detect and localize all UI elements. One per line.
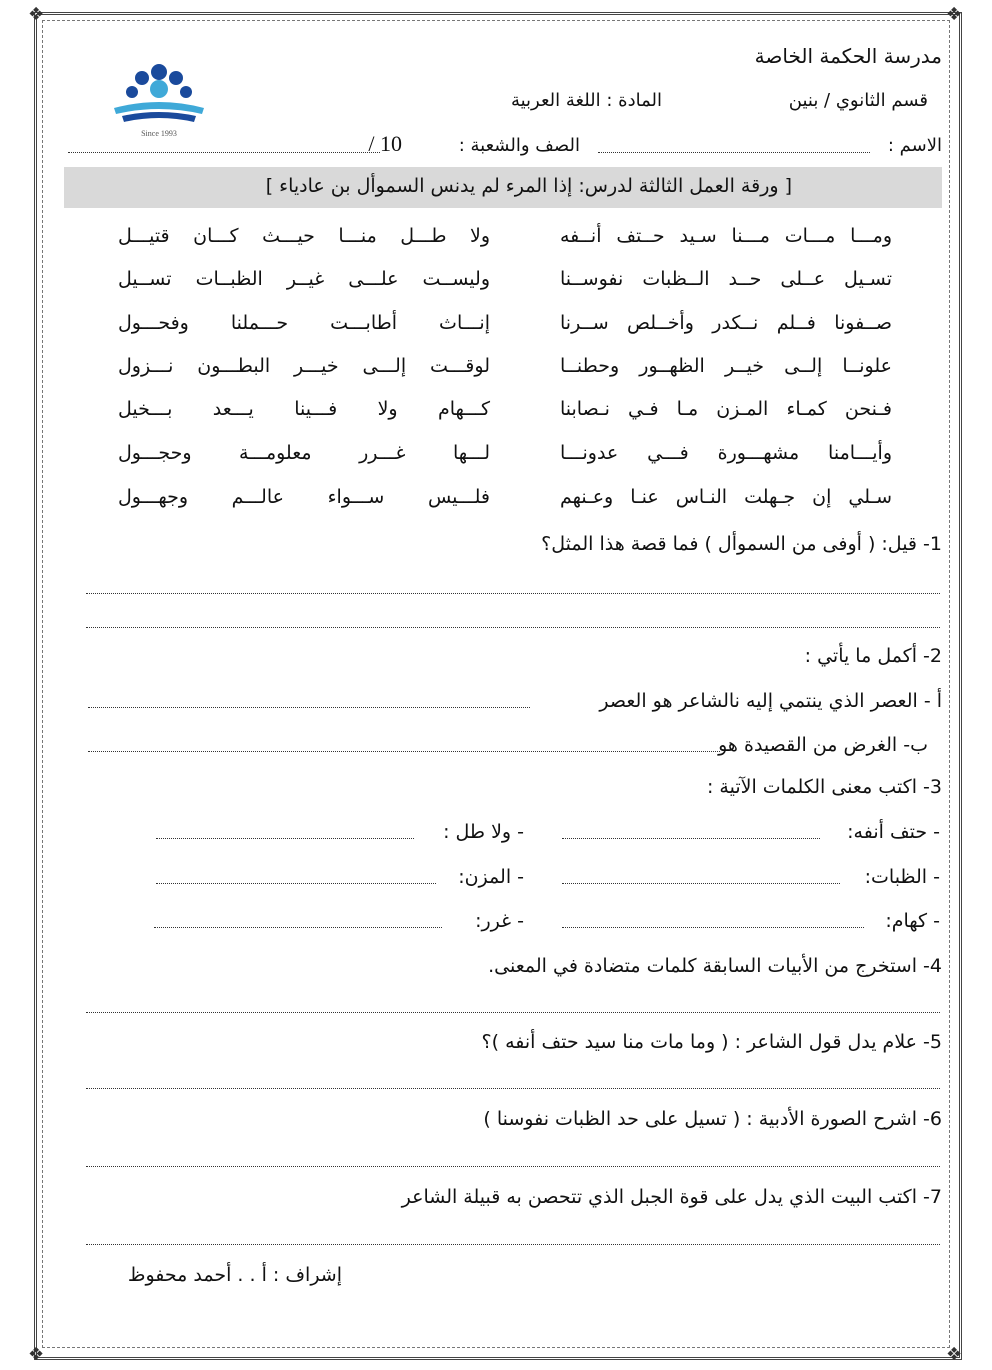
class-field[interactable]	[68, 152, 380, 153]
answer-line[interactable]	[562, 927, 864, 928]
poem-verse-left: ولا طـــل منـــا حيـــث كـــان قتيـــل	[118, 225, 490, 247]
poem-verse-right: فـنحن كمـاء المـزن مـا فـي نـصابنا	[560, 398, 892, 420]
question-7: 7- اكتب البيت الذي يدل على قوة الجبل الذي تتحصن به قبيلة الشاعر	[401, 1186, 942, 1208]
poem-verse-left: إنـــاث أطابـــت حـــملنا وفحـــول	[118, 312, 490, 334]
answer-line[interactable]	[86, 627, 940, 628]
answer-line[interactable]	[88, 707, 530, 708]
poem-verse-right: سـلي إن جـهلت النـاس عنـا وعـنهم	[560, 486, 892, 508]
question-3: 3- اكتب معنى الكلمات الآتية :	[706, 776, 942, 798]
school-logo	[104, 56, 214, 142]
poem-verse-right: صــفونا فــلم نــكدر وأخــلص ســرنا	[560, 312, 892, 334]
answer-line[interactable]	[88, 751, 720, 752]
answer-line[interactable]	[154, 927, 442, 928]
corner-ornament-icon: ❖	[28, 4, 45, 25]
poem-verse-left: لوقـــت إلـــى خيـــر البطـــون نـــزول	[118, 355, 490, 377]
vocab-word: - كهام:	[885, 910, 940, 932]
supervisor-signature: إشراف : أ . . أحمد محفوظ	[127, 1264, 342, 1286]
vocab-word: - غرر:	[475, 910, 524, 932]
question-1: 1- قيل: ( أوفى من السموأل ) فما قصة هذا المثل؟	[541, 533, 942, 555]
answer-line[interactable]	[86, 1088, 940, 1089]
answer-line[interactable]	[86, 593, 940, 594]
score-label: 10 /	[368, 131, 402, 156]
name-label: الاسم :	[887, 135, 942, 156]
answer-line[interactable]	[86, 1244, 940, 1245]
question-2: 2- أكمل ما يأتي :	[804, 645, 942, 667]
poem-verse-left: وليســت علـــى غيــر الظبــات تســيل	[118, 268, 490, 290]
corner-ornament-icon: ❖	[946, 1344, 963, 1365]
poem-verse-left: لـــها غـــرر معلومـــة وحجـــول	[118, 442, 490, 464]
poem-verse-left: كـــهام ولا فـــينا يـــعد بـــخيل	[118, 398, 490, 420]
name-field[interactable]	[598, 152, 870, 153]
answer-line[interactable]	[562, 883, 840, 884]
question-6: 6- اشرح الصورة الأدبية : ( تسيل على حد الظبات نفوسنا )	[483, 1108, 942, 1130]
svg-text:Since 1993: Since 1993	[141, 129, 177, 138]
school-name: مدرسة الحكمة الخاصة	[754, 44, 942, 68]
vocab-word: - حتف أنفه:	[847, 821, 940, 843]
answer-line[interactable]	[156, 883, 436, 884]
subject-label: المادة : اللغة العربية	[510, 90, 662, 111]
vocab-word: - المزن:	[458, 866, 524, 888]
poem-verse-right: وأيـــامنا مشهـــورة فـــي عدونـــا	[560, 442, 892, 464]
class-label: الصف والشعبة :	[458, 135, 580, 156]
vocab-word: - الظبات:	[864, 866, 940, 888]
answer-line[interactable]	[86, 1166, 940, 1167]
poem-verse-right: علونــا إلــى خيــر الظهــور وحطنــا	[560, 355, 892, 377]
vocab-word: - ولا طل :	[443, 821, 524, 843]
worksheet-title: [ ورقة العمل الثالثة لدرس: إذا المرء لم يدنس السموأل بن عادياء ]	[265, 175, 792, 197]
page-border-inner	[42, 20, 950, 1348]
answer-line[interactable]	[562, 838, 820, 839]
answer-line[interactable]	[86, 1012, 940, 1013]
corner-ornament-icon: ❖	[946, 4, 963, 25]
poem-verse-right: تسـيل عــلى حــد الــظبات نفوســنا	[560, 268, 892, 290]
answer-line[interactable]	[156, 838, 414, 839]
poem-verse-left: فلـــيس ســـواء عالـــم وجهـــول	[118, 486, 490, 508]
question-5: 5- علام يدل قول الشاعر : ( وما مات منا سيد حتف أنفه )؟	[481, 1031, 942, 1053]
question-2b: ب- الغرض من القصيدة هو	[718, 734, 928, 756]
question-2a: أ - العصر الذي ينتمي إليه نالشاعر هو العصر	[599, 690, 942, 712]
poem-verse-right: ومـــا مـــات مـــنا سـيد حــتف أنــفه	[560, 225, 892, 247]
corner-ornament-icon: ❖	[28, 1344, 45, 1365]
department-label: قسم الثانوي / بنين	[788, 90, 928, 111]
question-4: 4- استخرج من الأبيات السابقة كلمات متضادة في المعنى.	[488, 955, 942, 977]
